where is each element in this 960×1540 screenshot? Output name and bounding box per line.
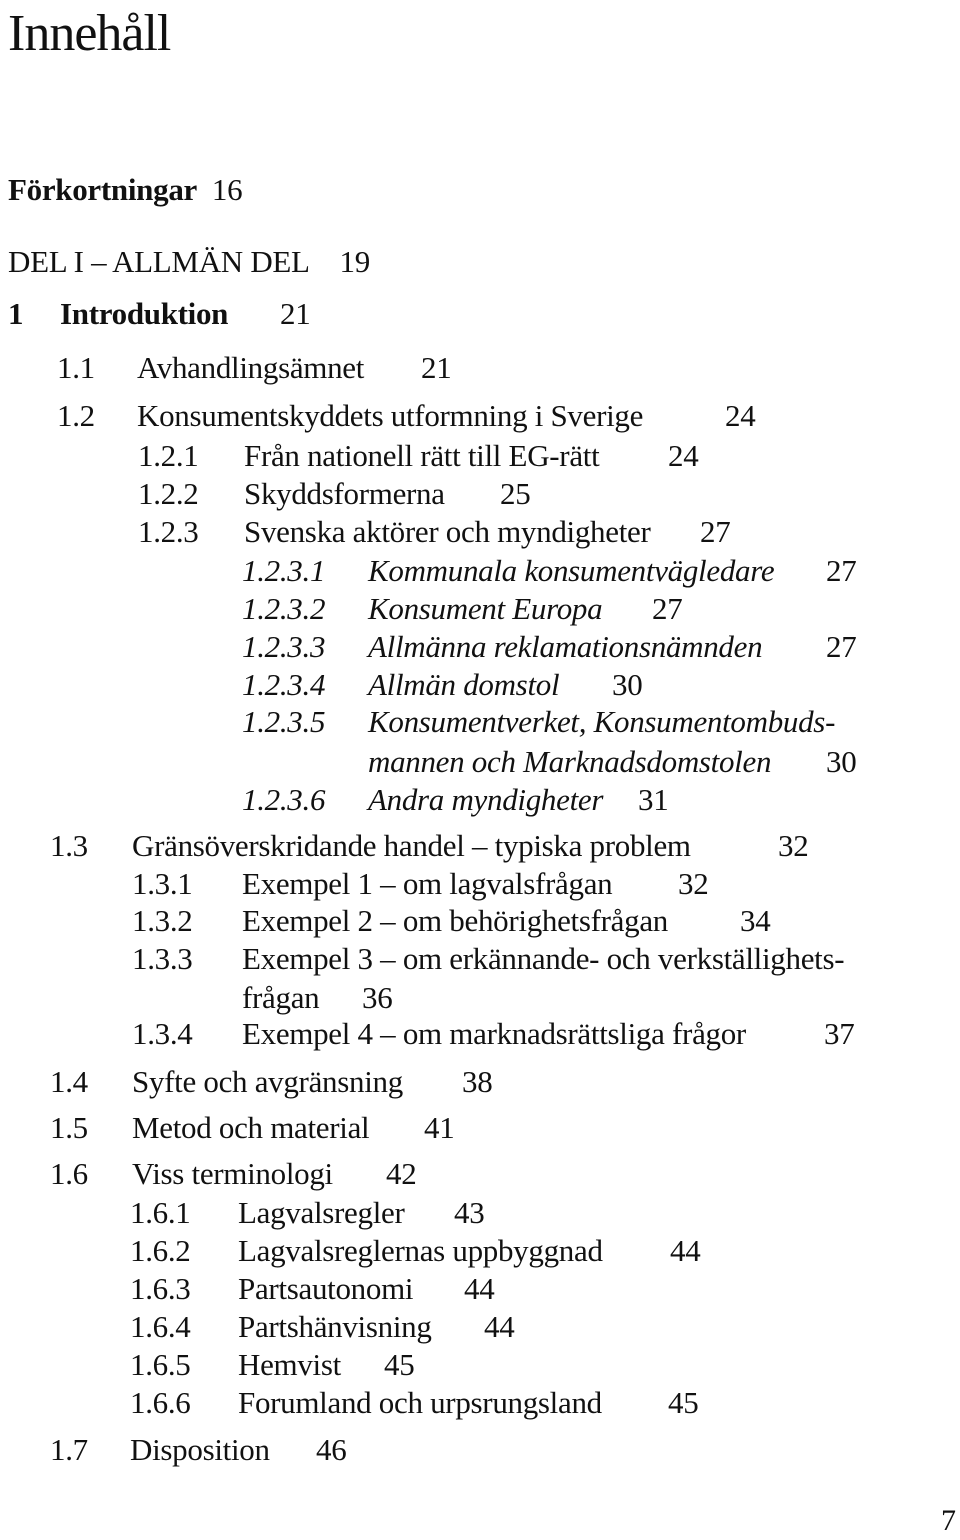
toc-entry-1-6[interactable] bbox=[50, 1158, 750, 1192]
toc-entry-page: 27 bbox=[652, 591, 683, 626]
toc-entry-number: 1.7 bbox=[50, 1432, 88, 1467]
toc-entry-number: 1.2.3.5 bbox=[242, 704, 326, 739]
toc-entry-1-2-3-1[interactable] bbox=[242, 555, 942, 589]
toc-entry-page: 27 bbox=[826, 629, 857, 664]
toc-entry-number: 1.2.3.3 bbox=[242, 629, 326, 664]
toc-entry-number: 1.5 bbox=[50, 1110, 88, 1145]
toc-entry-text: Introduktion bbox=[60, 296, 229, 331]
toc-entry-page: 19 bbox=[339, 244, 370, 279]
toc-entry-text: Konsumentverket, Konsumentombuds- bbox=[368, 704, 836, 739]
toc-entry-text: Avhandlingsämnet bbox=[137, 350, 365, 385]
toc-entry-text: Skyddsformerna bbox=[244, 476, 445, 511]
toc-entry-page: 42 bbox=[386, 1156, 417, 1191]
toc-entry-number: 1.2.2 bbox=[138, 476, 199, 511]
toc-entry-number: 1.2.3.1 bbox=[242, 553, 326, 588]
toc-entry-page: 43 bbox=[454, 1195, 485, 1230]
toc-entry-number: 1.3 bbox=[50, 828, 88, 863]
toc-entry-1-2-3-3[interactable] bbox=[242, 631, 942, 665]
toc-entry-number: 1.2.3.6 bbox=[242, 782, 326, 817]
toc-entry-number: 1.6.3 bbox=[130, 1271, 191, 1306]
toc-entry-text: Från nationell rätt till EG-rätt bbox=[244, 438, 600, 473]
toc-entry-1-3-4[interactable] bbox=[132, 1018, 932, 1052]
toc-entry-text: Partsautonomi bbox=[238, 1271, 414, 1306]
toc-entry-number: 1 bbox=[8, 296, 24, 331]
toc-entry-page: 31 bbox=[638, 782, 669, 817]
toc-entry-1-6-6[interactable] bbox=[130, 1387, 830, 1421]
toc-entry-text: Exempel 2 – om behörighetsfrågan bbox=[242, 903, 668, 938]
toc-chapter-1[interactable] bbox=[8, 298, 408, 332]
toc-entry-text-continued: frågan bbox=[242, 980, 320, 1015]
toc-entry-text: Allmän domstol bbox=[368, 667, 560, 702]
toc-entry-number: 1.6.4 bbox=[130, 1309, 191, 1344]
toc-entry-page: 46 bbox=[316, 1432, 347, 1467]
toc-entry-number: 1.3.1 bbox=[132, 866, 193, 901]
toc-entry-page: 44 bbox=[484, 1309, 515, 1344]
toc-entry-1-5[interactable] bbox=[50, 1112, 750, 1146]
toc-entry-text: Förkortningar bbox=[8, 172, 197, 207]
toc-entry-number: 1.2 bbox=[57, 398, 95, 433]
toc-entry-page: 30 bbox=[612, 667, 643, 702]
toc-entry-number: 1.3.3 bbox=[132, 941, 193, 976]
toc-entry-text: Lagvalsregler bbox=[238, 1195, 405, 1230]
toc-entry-page: 27 bbox=[826, 553, 857, 588]
toc-entry-text-continued: mannen och Marknadsdomstolen bbox=[368, 744, 772, 779]
toc-entry-page: 34 bbox=[740, 903, 771, 938]
toc-entry-text: DEL I – ALLMÄN DEL bbox=[8, 244, 310, 279]
toc-entry-text: Viss terminologi bbox=[132, 1156, 333, 1191]
toc-entry-1-6-5[interactable] bbox=[130, 1349, 830, 1383]
toc-entry-number: 1.4 bbox=[50, 1064, 88, 1099]
toc-entry-page: 25 bbox=[500, 476, 531, 511]
toc-entry-text: Svenska aktörer och myndigheter bbox=[244, 514, 651, 549]
toc-entry-text: Exempel 4 – om marknadsrättsliga frågor bbox=[242, 1016, 746, 1051]
toc-entry-page: 27 bbox=[700, 514, 731, 549]
toc-entry-text: Kommunala konsumentvägledare bbox=[368, 553, 775, 588]
toc-entry-page: 44 bbox=[670, 1233, 701, 1268]
toc-entry-1-6-4[interactable] bbox=[130, 1311, 830, 1345]
toc-entry-text: Hemvist bbox=[238, 1347, 341, 1382]
toc-entry-1-3-2[interactable] bbox=[132, 905, 832, 939]
toc-entry-1-2-3-4[interactable] bbox=[242, 669, 942, 703]
toc-entry-text: Metod och material bbox=[132, 1110, 370, 1145]
toc-entry-number: 1.6.2 bbox=[130, 1233, 191, 1268]
toc-entry-1-2[interactable] bbox=[57, 400, 857, 434]
toc-entry-1-4[interactable] bbox=[50, 1066, 750, 1100]
toc-entry-page: 32 bbox=[678, 866, 709, 901]
toc-entry-text: Allmänna reklamationsnämnden bbox=[368, 629, 763, 664]
toc-entry-page: 21 bbox=[280, 296, 311, 331]
toc-entry-text: Forumland och urpsrungsland bbox=[238, 1385, 602, 1420]
toc-entry-page: 36 bbox=[362, 980, 393, 1015]
toc-entry-page: 38 bbox=[462, 1064, 493, 1099]
toc-entry-1-2-3-5[interactable] bbox=[242, 706, 952, 780]
toc-entry-1-3-3[interactable] bbox=[132, 943, 952, 1017]
toc-entry-1-6-1[interactable] bbox=[130, 1197, 830, 1231]
toc-entry-1-6-3[interactable] bbox=[130, 1273, 830, 1307]
toc-entry-page: 21 bbox=[421, 350, 452, 385]
toc-entry-forkortningar[interactable] bbox=[8, 174, 242, 205]
toc-entry-text: Andra myndigheter bbox=[368, 782, 604, 817]
toc-entry-page: 24 bbox=[668, 438, 699, 473]
toc-entry-number: 1.2.3 bbox=[138, 514, 199, 549]
toc-entry-text: Exempel 3 – om erkännande- och verkställighets- bbox=[242, 941, 845, 976]
toc-entry-text: Syfte och avgränsning bbox=[132, 1064, 403, 1099]
toc-entry-page: 37 bbox=[824, 1016, 855, 1051]
toc-entry-number: 1.2.3.2 bbox=[242, 591, 326, 626]
toc-entry-text: Lagvalsreglernas uppbyggnad bbox=[238, 1233, 603, 1268]
page-number: 7 bbox=[941, 1504, 956, 1537]
toc-entry-1-2-1[interactable] bbox=[138, 440, 838, 474]
toc-entry-page: 41 bbox=[424, 1110, 455, 1145]
toc-entry-1-3[interactable] bbox=[50, 830, 850, 864]
toc-entry-text: Exempel 1 – om lagvalsfrågan bbox=[242, 866, 613, 901]
toc-entry-text: Konsument Europa bbox=[368, 591, 603, 626]
page-title: Innehåll bbox=[8, 5, 171, 62]
toc-entry-page: 32 bbox=[778, 828, 809, 863]
toc-entry-page: 30 bbox=[826, 744, 857, 779]
toc-entry-1-2-3-2[interactable] bbox=[242, 593, 942, 627]
toc-entry-text: Partshänvisning bbox=[238, 1309, 432, 1344]
toc-entry-1-7[interactable] bbox=[50, 1434, 750, 1468]
toc-entry-number: 1.2.3.4 bbox=[242, 667, 326, 702]
toc-part-del-i[interactable] bbox=[8, 246, 370, 277]
toc-entry-1-3-1[interactable] bbox=[132, 868, 832, 902]
toc-entry-number: 1.6.6 bbox=[130, 1385, 191, 1420]
toc-entry-1-1[interactable] bbox=[57, 352, 657, 386]
toc-entry-page: 44 bbox=[464, 1271, 495, 1306]
toc-entry-page: 24 bbox=[725, 398, 756, 433]
toc-entry-number: 1.3.2 bbox=[132, 903, 193, 938]
toc-entry-page: 16 bbox=[211, 172, 243, 207]
toc-entry-text: Gränsöverskridande handel – typiska problem bbox=[132, 828, 691, 863]
toc-entry-page: 45 bbox=[668, 1385, 699, 1420]
toc-entry-number: 1.2.1 bbox=[138, 438, 199, 473]
toc-entry-text: Disposition bbox=[130, 1432, 270, 1467]
toc-entry-1-2-2[interactable] bbox=[138, 478, 838, 512]
toc-entry-text: Konsumentskyddets utformning i Sverige bbox=[137, 398, 644, 433]
toc-entry-1-6-2[interactable] bbox=[130, 1235, 830, 1269]
toc-entry-1-2-3[interactable] bbox=[138, 516, 838, 550]
toc-entry-number: 1.3.4 bbox=[132, 1016, 193, 1051]
toc-entry-page: 45 bbox=[384, 1347, 415, 1382]
toc-entry-number: 1.6.5 bbox=[130, 1347, 191, 1382]
toc-entry-number: 1.6 bbox=[50, 1156, 88, 1191]
toc-entry-number: 1.1 bbox=[57, 350, 95, 385]
toc-entry-1-2-3-6[interactable] bbox=[242, 784, 942, 818]
toc-entry-number: 1.6.1 bbox=[130, 1195, 191, 1230]
